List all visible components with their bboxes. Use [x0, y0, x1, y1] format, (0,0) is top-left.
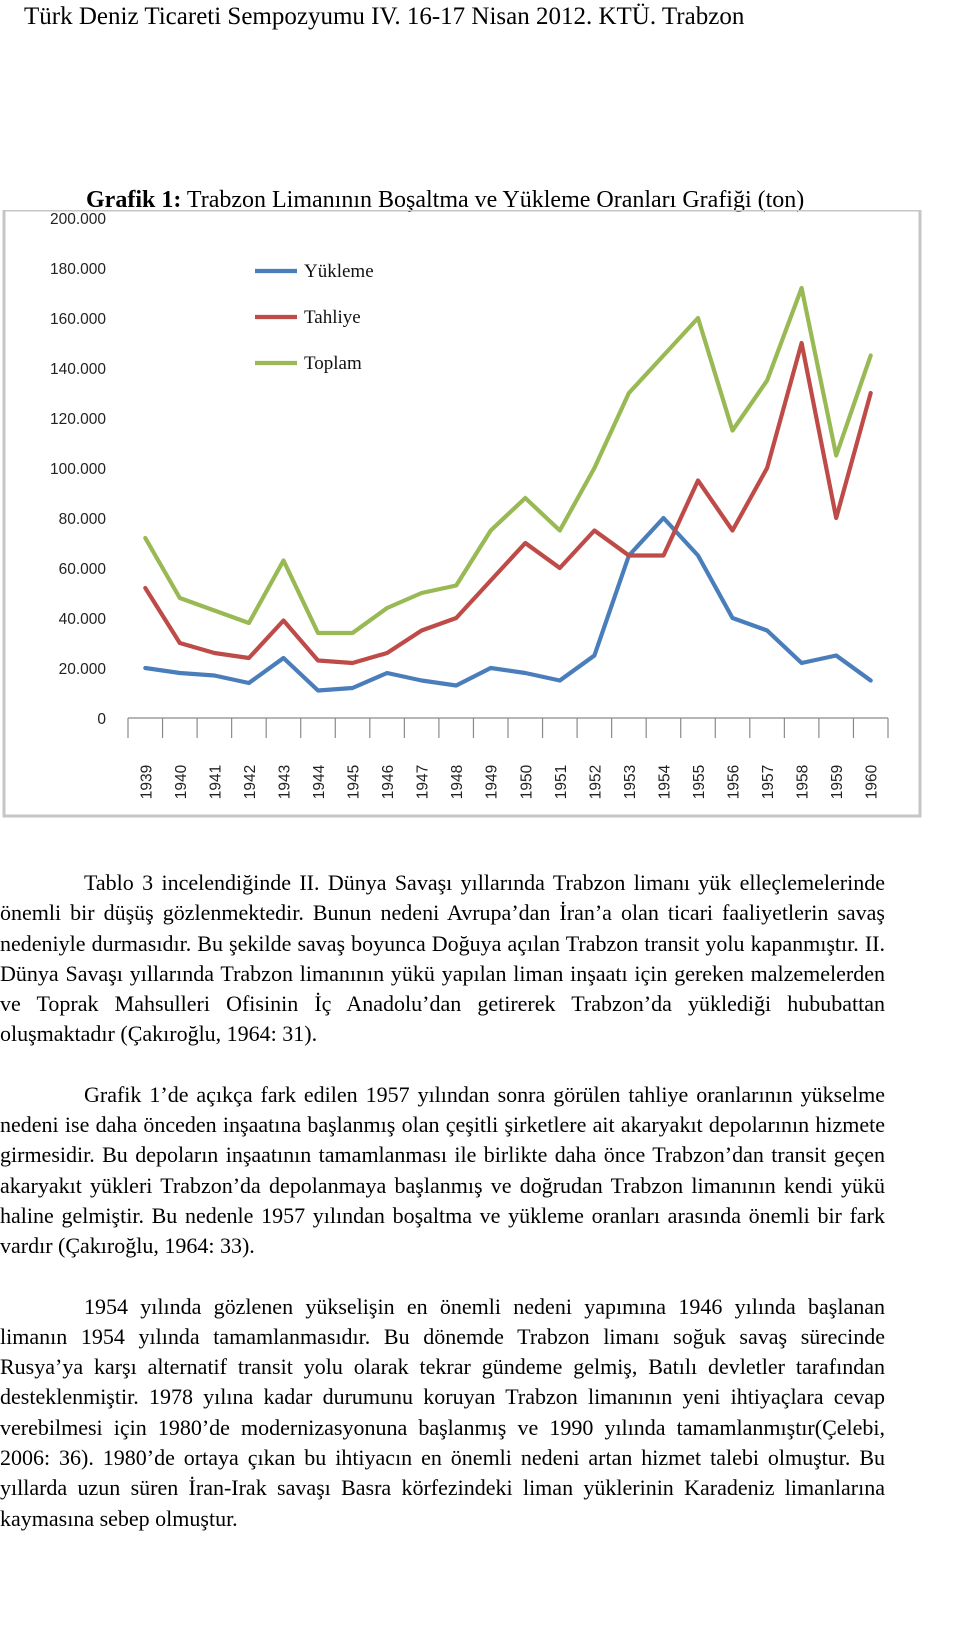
chart-legend	[255, 261, 374, 374]
running-header: Türk Deniz Ticareti Sempozyumu IV. 16-17 Nisan 2012. KTÜ. Trabzon	[24, 3, 745, 30]
x-tick-label: 1940	[172, 764, 190, 800]
x-tick-label: 1947	[414, 764, 432, 800]
paragraph-2: Grafik 1’de açıkça fark edilen 1957 yılından sonra görülen tahliye oranlarının yükselme nedeni ise daha önceden inşaatına başlanmış olan çeşitli şirketlere ait akaryakıt depolarının hizmete girmesidir. Bu depoların inşaatının tamamlanması ile birlikte daha önce Trabzon’dan transit geçen akaryakıt yükleri Trabzon’da depolanmaya başlanmış ve doğrudan Trabzon limanının kendi yükü haline gelmiştir. Bu nedenle 1957 yılından boşaltma ve yükleme oranları arasında önemli bir fark vardır (Çakıroğlu, 1964: 33).	[0, 1081, 885, 1259]
y-tick-label: 20.000	[58, 661, 106, 678]
x-tick-label: 1956	[725, 764, 743, 800]
x-tick-label: 1955	[691, 764, 708, 800]
figure-caption-text: Trabzon Limanının Boşaltma ve Yükleme Oranları Grafiği (ton)	[181, 187, 805, 213]
legend-label: Tahliye	[304, 307, 361, 328]
x-tick-label: 1942	[241, 764, 259, 800]
series-line-3	[145, 288, 870, 633]
y-tick-label: 80.000	[58, 511, 106, 528]
y-tick-label: 140.000	[49, 361, 106, 378]
y-axis-ticks	[50, 211, 106, 728]
y-tick-label: 120.000	[49, 411, 106, 428]
chart-series	[145, 288, 870, 691]
y-tick-label: 40.000	[58, 611, 106, 628]
legend-label: Yükleme	[304, 261, 374, 282]
x-tick-label: 1954	[656, 764, 674, 800]
x-tick-label: 1960	[863, 764, 881, 800]
paragraph-3: 1954 yılında gözlenen yükselişin en önemli nedeni yapımına 1946 yılında başlanan limanın 1954 yılında tamamlanmasıdır. Bu dönemde Trabzon limanı soğuk savaş sürecinde Rusya’ya karşı alternatif transit yolu olarak tekrar gündeme gelmiş, Batılı devletler tarafından desteklenmiştir. 1978 yılına kadar durumunu koruyan Trabzon limanının yeni ihtiyaçlara cevap verebilmesi için 1980’de modernizasyonuna başlanmış ve 1990 yılında tamamlanmıştır(Çelebi, 2006: 36). 1980’de ortaya çıkan bu ihtiyacın en önemli nedeni artan hizmet talebi olmuştur. Bu yıllarda uzun süren İran-Irak savaşı Basra körfezindeki liman yüklerinin Karadeniz limanlarına kaymasına sebep olmuştur.	[0, 1293, 885, 1531]
x-tick-label: 1945	[345, 764, 363, 800]
x-tick-label: 1948	[449, 764, 467, 800]
chart-frame	[4, 210, 920, 816]
series-line-1	[145, 518, 870, 691]
x-tick-label: 1949	[483, 764, 501, 800]
y-tick-label: 180.000	[49, 261, 106, 278]
body-text	[0, 868, 885, 1564]
legend-label: Toplam	[304, 353, 362, 374]
x-tick-label: 1946	[380, 764, 398, 800]
figure-label: Grafik 1:	[86, 187, 182, 213]
x-tick-label: 1952	[587, 764, 605, 800]
x-axis-ticks	[138, 764, 880, 799]
y-tick-label: 100.000	[49, 461, 106, 478]
y-tick-label: 200.000	[49, 211, 106, 228]
x-tick-label: 1944	[311, 764, 328, 800]
paragraph-1: Tablo 3 incelendiğinde II. Dünya Savaşı yıllarında Trabzon limanı yük elleçlemelerinde önemli bir düşüş gözlenmektedir. Bunun nedeni Avrupa’dan İran’a olan ticari faaliyetlerin savaş nedeniyle durmasıdır. Bu şekilde savaş boyunca Doğuya açılan Trabzon transit yolu kapanmıştır. II. Dünya Savaşı yıllarında Trabzon limanının yükü yapılan liman inşaatı için gereken malzemelerden ve Toprak Mahsulleri Ofisinin İç Anadolu’dan getirerek Trabzon’da yüklediği hububattan oluşmaktadır (Çakıroğlu, 1964: 31).	[0, 870, 885, 1047]
chart-axes	[128, 718, 888, 738]
x-tick-label: 1951	[552, 764, 570, 800]
x-tick-label: 1953	[621, 764, 639, 800]
y-tick-label: 160.000	[49, 311, 106, 328]
line-chart	[0, 210, 960, 830]
x-tick-label: 1959	[829, 764, 847, 800]
x-tick-label: 1941	[207, 764, 225, 800]
x-tick-label: 1957	[760, 764, 778, 800]
x-tick-label: 1958	[794, 764, 812, 800]
x-tick-label: 1943	[276, 764, 294, 800]
x-tick-label: 1939	[138, 764, 156, 800]
y-tick-label: 60.000	[58, 561, 106, 578]
y-tick-label: 0	[97, 711, 106, 728]
x-tick-label: 1950	[518, 764, 536, 800]
